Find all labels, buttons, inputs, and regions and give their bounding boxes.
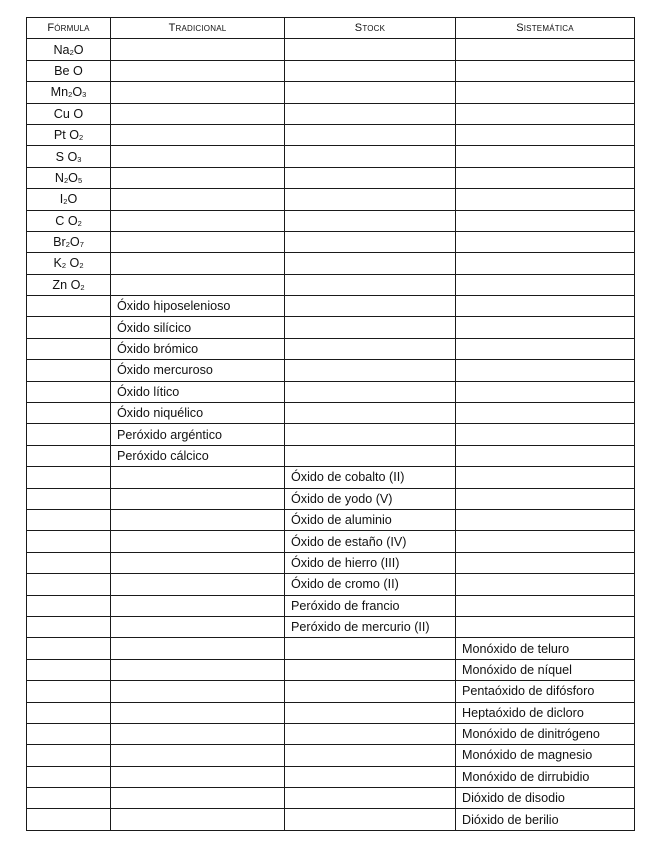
formula-base: Pt O	[53, 128, 80, 143]
tradicional-cell[interactable]	[111, 124, 285, 145]
formula-subscript-1: 2	[63, 197, 68, 207]
stock-cell[interactable]	[285, 317, 456, 338]
stock-cell[interactable]	[285, 39, 456, 60]
formula-base: Zn O	[52, 277, 81, 292]
tradicional-cell[interactable]	[111, 659, 285, 680]
formula-subscript-1: 2	[68, 90, 73, 100]
stock-cell[interactable]	[285, 231, 456, 252]
stock-cell[interactable]: Óxido de yodo (V)	[285, 488, 456, 509]
stock-cell[interactable]: Peróxido de mercurio (II)	[285, 616, 456, 637]
tradicional-cell[interactable]	[111, 723, 285, 744]
header-sistematica: Sistemática	[456, 18, 635, 39]
sistematica-cell[interactable]	[456, 403, 635, 424]
nomenclature-worksheet	[26, 17, 634, 831]
header-stock: Stock	[285, 18, 456, 39]
table-row	[27, 552, 635, 573]
formula-cell[interactable]	[27, 360, 111, 381]
formula-cell[interactable]	[27, 317, 111, 338]
table-row	[27, 103, 635, 124]
formula-base: Na	[53, 42, 70, 57]
formula-base: I	[59, 192, 64, 207]
sistematica-cell[interactable]	[456, 531, 635, 552]
table-row	[27, 381, 635, 402]
stock-cell[interactable]	[285, 103, 456, 124]
sistematica-cell[interactable]	[456, 317, 635, 338]
formula-base: S O	[55, 149, 78, 164]
tradicional-cell[interactable]	[111, 103, 285, 124]
stock-cell[interactable]: Peróxido de francio	[285, 595, 456, 616]
tradicional-cell[interactable]	[111, 788, 285, 809]
table-row	[27, 189, 635, 210]
formula-cell[interactable]	[27, 210, 111, 231]
table-row	[27, 809, 635, 830]
table-row	[27, 509, 635, 530]
table-row	[27, 659, 635, 680]
sistematica-cell[interactable]	[456, 509, 635, 530]
formula-cell[interactable]	[27, 424, 111, 445]
stock-cell[interactable]: Óxido de aluminio	[285, 509, 456, 530]
formula-cell[interactable]	[27, 338, 111, 359]
formula-cell[interactable]	[27, 445, 111, 466]
table-row	[27, 231, 635, 252]
formula-cell[interactable]	[27, 189, 111, 210]
oxide-nomenclature-table	[26, 17, 635, 831]
header-tradicional: Tradicional	[111, 18, 285, 39]
table-row	[27, 616, 635, 637]
tradicional-cell[interactable]	[111, 595, 285, 616]
sistematica-cell[interactable]: Dióxido de berilio	[456, 809, 635, 830]
tradicional-cell[interactable]: Óxido hiposelenioso	[111, 296, 285, 317]
tradicional-cell[interactable]: Peróxido cálcico	[111, 445, 285, 466]
table-row	[27, 274, 635, 295]
formula-cell[interactable]	[27, 531, 111, 552]
formula-cell[interactable]	[27, 146, 111, 167]
sistematica-cell[interactable]	[456, 274, 635, 295]
table-row	[27, 317, 635, 338]
formula-mid: O	[67, 192, 78, 207]
sistematica-cell[interactable]: Monóxido de níquel	[456, 659, 635, 680]
formula-subscript-2: 2	[79, 261, 84, 271]
sistematica-cell[interactable]	[456, 424, 635, 445]
formula-cell[interactable]	[27, 39, 111, 60]
sistematica-cell[interactable]	[456, 39, 635, 60]
formula-cell[interactable]	[27, 82, 111, 103]
table-row	[27, 39, 635, 60]
tradicional-cell[interactable]	[111, 488, 285, 509]
table-row	[27, 445, 635, 466]
stock-cell[interactable]	[285, 745, 456, 766]
sistematica-cell[interactable]	[456, 82, 635, 103]
sistematica-cell[interactable]: Monóxido de teluro	[456, 638, 635, 659]
formula-mid: O	[72, 85, 83, 100]
tradicional-cell[interactable]: Óxido brómico	[111, 338, 285, 359]
formula-cell[interactable]	[27, 296, 111, 317]
tradicional-cell[interactable]	[111, 231, 285, 252]
formula-base: N	[54, 170, 64, 185]
sistematica-cell[interactable]	[456, 60, 635, 81]
formula-mid: O	[68, 170, 78, 185]
tradicional-cell[interactable]	[111, 467, 285, 488]
sistematica-cell[interactable]	[456, 445, 635, 466]
stock-cell[interactable]	[285, 210, 456, 231]
tradicional-cell[interactable]	[111, 574, 285, 595]
stock-cell[interactable]	[285, 274, 456, 295]
formula-cell[interactable]	[27, 231, 111, 252]
tradicional-cell[interactable]	[111, 745, 285, 766]
table-row	[27, 296, 635, 317]
tradicional-cell[interactable]	[111, 702, 285, 723]
table-row	[27, 338, 635, 359]
table-row	[27, 467, 635, 488]
formula-cell[interactable]	[27, 659, 111, 680]
formula-subscript-1: 2	[77, 218, 82, 228]
tradicional-cell[interactable]	[111, 82, 285, 103]
tradicional-cell[interactable]	[111, 274, 285, 295]
formula-subscript-2: 5	[77, 175, 83, 185]
stock-cell[interactable]	[285, 681, 456, 702]
sistematica-cell[interactable]	[456, 146, 635, 167]
stock-cell[interactable]	[285, 296, 456, 317]
formula-subscript-1: 2	[61, 261, 67, 271]
formula-subscript-2: 3	[82, 90, 87, 100]
stock-cell[interactable]: Óxido de hierro (III)	[285, 552, 456, 573]
stock-cell[interactable]	[285, 60, 456, 81]
sistematica-cell[interactable]	[456, 253, 635, 274]
sistematica-cell[interactable]	[456, 189, 635, 210]
tradicional-cell[interactable]	[111, 146, 285, 167]
formula-base: K	[53, 256, 62, 271]
sistematica-cell[interactable]	[456, 488, 635, 509]
formula-cell[interactable]	[27, 467, 111, 488]
stock-cell[interactable]	[285, 809, 456, 830]
table-row	[27, 488, 635, 509]
tradicional-cell[interactable]	[111, 39, 285, 60]
formula-cell[interactable]	[27, 60, 111, 81]
sistematica-cell[interactable]: Monóxido de dirrubidio	[456, 766, 635, 787]
tradicional-cell[interactable]: Óxido lítico	[111, 381, 285, 402]
sistematica-cell[interactable]	[456, 467, 635, 488]
sistematica-cell[interactable]	[456, 360, 635, 381]
stock-cell[interactable]	[285, 124, 456, 145]
formula-base: Br	[53, 235, 66, 250]
formula-mid: O	[69, 235, 80, 250]
stock-cell[interactable]: Óxido de cromo (II)	[285, 574, 456, 595]
stock-cell[interactable]	[285, 146, 456, 167]
formula-cell[interactable]	[27, 766, 111, 787]
tradicional-cell[interactable]: Óxido niquélico	[111, 403, 285, 424]
sistematica-cell[interactable]	[456, 231, 635, 252]
sistematica-cell[interactable]	[456, 595, 635, 616]
tradicional-cell[interactable]	[111, 766, 285, 787]
formula-cell[interactable]	[27, 616, 111, 637]
formula-subscript-1: 2	[63, 175, 69, 185]
sistematica-cell[interactable]	[456, 381, 635, 402]
formula-cell[interactable]	[27, 723, 111, 744]
formula-cell[interactable]	[27, 809, 111, 830]
formula-base: Mn	[50, 85, 69, 100]
table-row	[27, 595, 635, 616]
stock-cell[interactable]	[285, 445, 456, 466]
sistematica-cell[interactable]	[456, 552, 635, 573]
formula-cell[interactable]	[27, 167, 111, 188]
table-row	[27, 360, 635, 381]
table-row	[27, 788, 635, 809]
formula-base: Cu O	[53, 106, 84, 121]
table-row	[27, 745, 635, 766]
table-row	[27, 167, 635, 188]
sistematica-cell[interactable]	[456, 338, 635, 359]
table-row	[27, 60, 635, 81]
formula-subscript-1: 2	[69, 47, 74, 57]
table-body	[27, 39, 635, 830]
table-row	[27, 702, 635, 723]
stock-cell[interactable]	[285, 788, 456, 809]
tradicional-cell[interactable]	[111, 638, 285, 659]
formula-cell[interactable]	[27, 574, 111, 595]
table-row	[27, 253, 635, 274]
table-row	[27, 638, 635, 659]
tradicional-cell[interactable]	[111, 616, 285, 637]
tradicional-cell[interactable]	[111, 809, 285, 830]
sistematica-cell[interactable]: Dióxido de disodio	[456, 788, 635, 809]
tradicional-cell[interactable]: Óxido silícico	[111, 317, 285, 338]
header-formula: Fórmula	[27, 18, 111, 39]
tradicional-cell[interactable]	[111, 552, 285, 573]
tradicional-cell[interactable]	[111, 60, 285, 81]
sistematica-cell[interactable]	[456, 210, 635, 231]
table-row	[27, 82, 635, 103]
sistematica-cell[interactable]	[456, 296, 635, 317]
stock-cell[interactable]	[285, 403, 456, 424]
stock-cell[interactable]	[285, 702, 456, 723]
sistematica-cell[interactable]: Monóxido de dinitrógeno	[456, 723, 635, 744]
tradicional-cell[interactable]: Óxido mercuroso	[111, 360, 285, 381]
stock-cell[interactable]: Óxido de cobalto (II)	[285, 467, 456, 488]
table-row	[27, 531, 635, 552]
formula-mid: O	[66, 256, 80, 271]
stock-cell[interactable]: Óxido de estaño (IV)	[285, 531, 456, 552]
stock-cell[interactable]	[285, 659, 456, 680]
formula-cell[interactable]	[27, 638, 111, 659]
sistematica-cell[interactable]: Heptaóxido de dicloro	[456, 702, 635, 723]
stock-cell[interactable]	[285, 189, 456, 210]
stock-cell[interactable]	[285, 638, 456, 659]
formula-cell[interactable]	[27, 253, 111, 274]
formula-base: Be O	[54, 63, 83, 78]
table-row	[27, 574, 635, 595]
formula-subscript-1: 3	[77, 154, 82, 164]
formula-cell[interactable]	[27, 595, 111, 616]
stock-cell[interactable]	[285, 766, 456, 787]
formula-cell[interactable]	[27, 488, 111, 509]
sistematica-cell[interactable]: Monóxido de magnesio	[456, 745, 635, 766]
stock-cell[interactable]	[285, 424, 456, 445]
stock-cell[interactable]	[285, 167, 456, 188]
sistematica-cell[interactable]	[456, 124, 635, 145]
formula-subscript-1: 2	[65, 240, 70, 250]
stock-cell[interactable]	[285, 253, 456, 274]
formula-subscript-1: 2	[79, 133, 84, 143]
stock-cell[interactable]	[285, 338, 456, 359]
tradicional-cell[interactable]	[111, 681, 285, 702]
table-row	[27, 146, 635, 167]
table-row	[27, 723, 635, 744]
table-row	[27, 210, 635, 231]
tradicional-cell[interactable]	[111, 189, 285, 210]
stock-cell[interactable]	[285, 723, 456, 744]
tradicional-cell[interactable]	[111, 531, 285, 552]
table-row	[27, 403, 635, 424]
formula-cell[interactable]	[27, 552, 111, 573]
formula-subscript-1: 2	[80, 282, 85, 292]
formula-cell[interactable]	[27, 403, 111, 424]
sistematica-cell[interactable]	[456, 167, 635, 188]
formula-mid: O	[73, 42, 84, 57]
stock-cell[interactable]	[285, 381, 456, 402]
formula-cell[interactable]	[27, 274, 111, 295]
sistematica-cell[interactable]: Pentaóxido de difósforo	[456, 681, 635, 702]
tradicional-cell[interactable]	[111, 253, 285, 274]
formula-cell[interactable]	[27, 509, 111, 530]
table-row	[27, 424, 635, 445]
tradicional-cell[interactable]	[111, 509, 285, 530]
table-row	[27, 124, 635, 145]
tradicional-cell[interactable]	[111, 167, 285, 188]
sistematica-cell[interactable]	[456, 616, 635, 637]
tradicional-cell[interactable]: Peróxido argéntico	[111, 424, 285, 445]
tradicional-cell[interactable]	[111, 210, 285, 231]
header-row	[27, 18, 635, 39]
stock-cell[interactable]	[285, 360, 456, 381]
stock-cell[interactable]	[285, 82, 456, 103]
formula-cell[interactable]	[27, 745, 111, 766]
formula-subscript-2: 7	[79, 240, 84, 250]
sistematica-cell[interactable]	[456, 574, 635, 595]
formula-base: C O	[55, 213, 78, 228]
table-row	[27, 681, 635, 702]
formula-cell[interactable]	[27, 103, 111, 124]
sistematica-cell[interactable]	[456, 103, 635, 124]
formula-cell[interactable]	[27, 788, 111, 809]
formula-cell[interactable]	[27, 702, 111, 723]
formula-cell[interactable]	[27, 381, 111, 402]
formula-cell[interactable]	[27, 681, 111, 702]
table-row	[27, 766, 635, 787]
formula-cell[interactable]	[27, 124, 111, 145]
